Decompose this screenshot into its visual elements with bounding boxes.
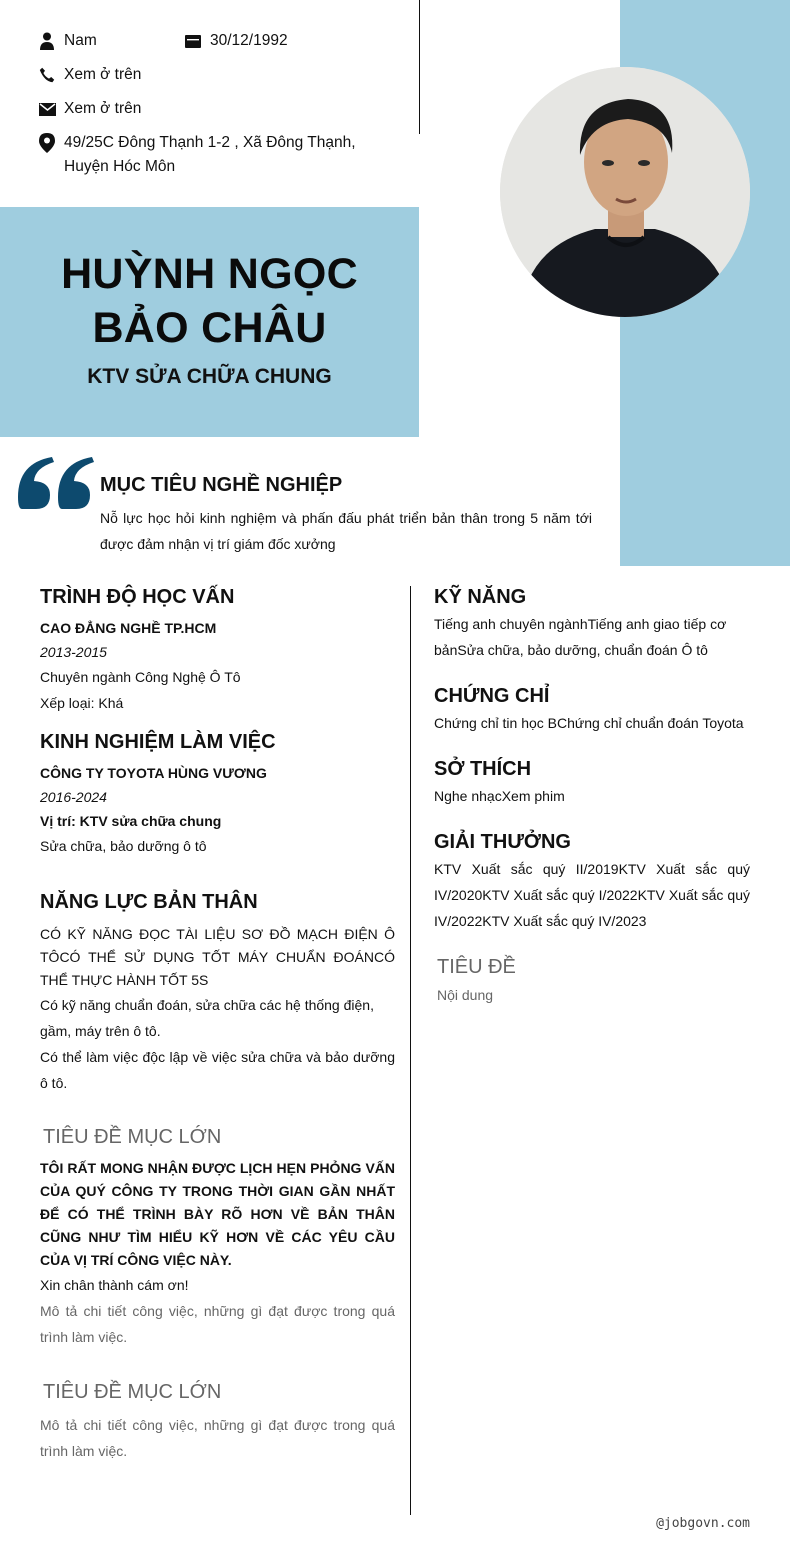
extra-title: TIÊU ĐỀ MỤC LỚN <box>43 1381 222 1403</box>
education-period: 2013-2015 <box>40 644 107 660</box>
experience-section <box>40 730 395 859</box>
email-value: Xem ở trên <box>64 100 142 117</box>
experience-position: Vị trí: KTV sửa chữa chung <box>40 813 222 829</box>
objective-title: MỤC TIÊU NGHỀ NGHIỆP <box>100 474 343 496</box>
column-divider <box>410 586 411 1515</box>
profile-header <box>0 247 419 389</box>
contact-email <box>38 97 141 121</box>
education-major: Chuyên ngành Công Nghệ Ô Tô <box>40 669 241 685</box>
custom-content: Nội dung <box>437 987 494 1003</box>
quote-icon <box>18 455 94 511</box>
abilities-summary: CÓ KỸ NĂNG ĐỌC TÀI LIỆU SƠ ĐỒ MẠCH ĐIỆN Ô TÔCÓ THỂ SỬ DỤNG TỐT MÁY CHUẨN ĐOÁNCÓ THỂ THỰC HÀNH TỐT 5S <box>40 926 395 988</box>
experience-description: Sửa chữa, bảo dưỡng ô tô <box>40 838 207 854</box>
phone-value: Xem ở trên <box>64 66 142 83</box>
full-name: HUỲNH NGỌC BẢO CHÂU <box>61 250 358 352</box>
closing-text: TÔI RẤT MONG NHẬN ĐƯỢC LỊCH HẸN PHỎNG VẤN CỦA QUÝ CÔNG TY TRONG THỜI GIAN GẦN NHẤT ĐỂ CÓ THỂ TRÌNH BÀY RÕ HƠN VỀ BẢN THÂN CŨNG NHƯ TÌM HIỂU KỸ HƠN VỀ CÁC YÊU CẦU CỦA VỊ TRÍ CÔNG VIỆC NÀY. <box>40 1160 395 1268</box>
location-pin-icon <box>38 131 56 155</box>
extra-section <box>40 1380 395 1464</box>
gender-value: Nam <box>64 32 97 49</box>
closing-thanks: Xin chân thành cám ơn! <box>40 1277 189 1293</box>
objective-text: Nỗ lực học hỏi kinh nghiệm và phấn đấu phát triển bản thân trong 5 năm tới được đảm nhận vị trí giám đốc xưởng <box>100 510 592 552</box>
custom-title: TIÊU ĐỀ <box>437 956 516 978</box>
skills-title: KỸ NĂNG <box>434 586 527 608</box>
experience-company: CÔNG TY TOYOTA HÙNG VƯƠNG <box>40 765 267 781</box>
person-icon <box>38 29 56 53</box>
footer-watermark: @jobgovn.com <box>656 1516 750 1531</box>
experience-title: KINH NGHIỆM LÀM VIỆC <box>40 731 276 753</box>
education-section <box>40 585 395 716</box>
contact-address <box>38 131 378 179</box>
closing-placeholder: Mô tả chi tiết công việc, những gì đạt được trong quá trình làm việc. <box>40 1303 395 1345</box>
contact-gender <box>38 29 97 53</box>
extra-placeholder: Mô tả chi tiết công việc, những gì đạt được trong quá trình làm việc. <box>40 1417 395 1459</box>
awards-section <box>434 830 750 934</box>
header-divider <box>419 0 420 134</box>
awards-title: GIẢI THƯỞNG <box>434 831 571 853</box>
phone-icon <box>38 63 56 87</box>
abilities-line-1: Có kỹ năng chuẩn đoán, sửa chữa các hệ thống điện, gầm, máy trên ô tô. <box>40 997 374 1039</box>
profile-photo <box>500 67 750 317</box>
abilities-section <box>40 890 395 1096</box>
hobbies-section <box>434 757 750 809</box>
skills-section <box>434 585 750 663</box>
mail-icon <box>38 97 56 121</box>
skills-text: Tiếng anh chuyên ngànhTiếng anh giao tiếp cơ bảnSửa chữa, bảo dưỡng, chuẩn đoán Ô tô <box>434 616 727 658</box>
hobbies-title: SỞ THÍCH <box>434 758 532 780</box>
certificates-title: CHỨNG CHỈ <box>434 685 550 707</box>
abilities-title: NĂNG LỰC BẢN THÂN <box>40 891 258 913</box>
experience-period: 2016-2024 <box>40 789 107 805</box>
closing-section <box>40 1125 395 1350</box>
custom-section <box>434 955 750 1008</box>
closing-title: TIÊU ĐỀ MỤC LỚN <box>43 1126 222 1148</box>
calendar-icon <box>184 29 202 53</box>
education-title: TRÌNH ĐỘ HỌC VẤN <box>40 586 235 608</box>
certificates-section <box>434 684 750 736</box>
contact-phone <box>38 63 141 87</box>
job-title: KTV SỬA CHỮA CHUNG <box>87 365 332 388</box>
abilities-line-2: Có thể làm việc độc lập về việc sửa chữa và bảo dưỡng ô tô. <box>40 1049 395 1091</box>
education-rank: Xếp loại: Khá <box>40 695 124 711</box>
education-school: CAO ĐẲNG NGHỀ TP.HCM <box>40 620 217 636</box>
address-value: 49/25C Đông Thạnh 1-2 , Xã Đông Thạnh, Huyện Hóc Môn <box>64 134 356 175</box>
contact-birthdate <box>184 29 288 53</box>
awards-text: KTV Xuất sắc quý II/2019KTV Xuất sắc quý IV/2020KTV Xuất sắc quý I/2022KTV Xuất sắc quý IV/2022KTV Xuất sắc quý IV/2023 <box>434 861 750 929</box>
birthdate-value: 30/12/1992 <box>210 32 288 49</box>
certificates-text: Chứng chỉ tin học BChứng chỉ chuẩn đoán Toyota <box>434 715 744 731</box>
hobbies-text: Nghe nhạcXem phim <box>434 788 565 804</box>
